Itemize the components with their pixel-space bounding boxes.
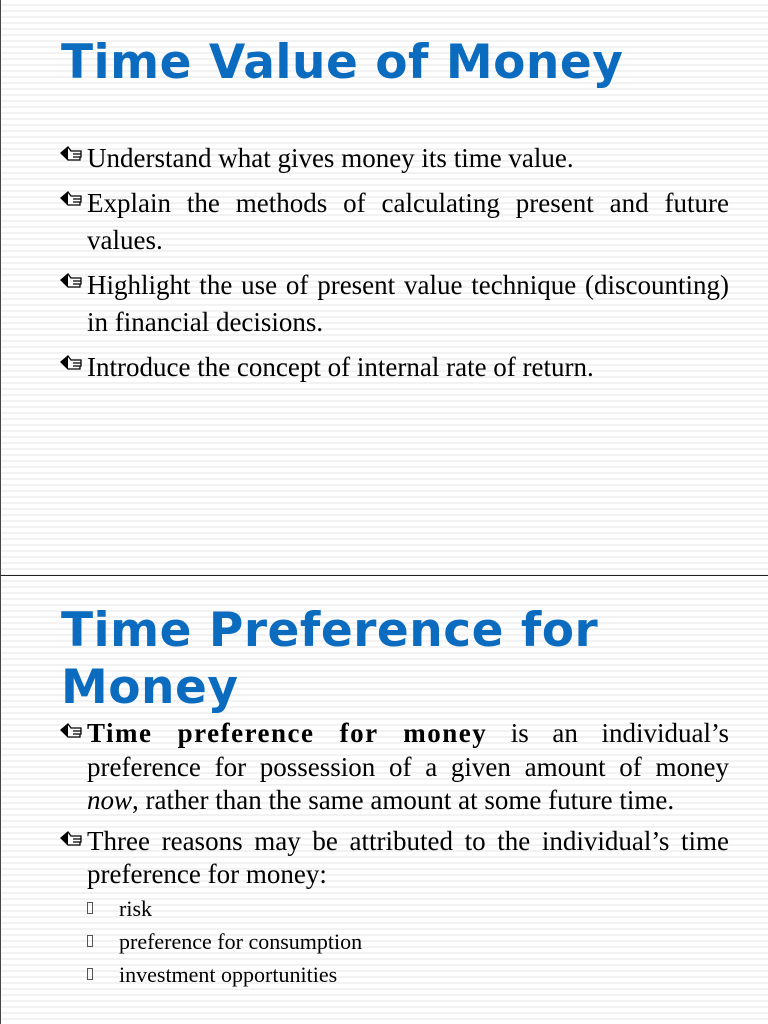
hollow-square-icon <box>87 935 93 947</box>
bullet-list <box>59 717 729 998</box>
bullet-item: Three reasons may be attributed to the individual’s time preference for money: risk preference for consumption investment opportunities <box>59 825 729 991</box>
emphasis-word: now <box>87 785 133 815</box>
pointing-hand-icon <box>59 717 85 747</box>
sub-bullet-item: risk <box>87 892 729 925</box>
slide-title: Time Value of Money <box>61 35 624 90</box>
pointing-hand-icon <box>59 825 85 855</box>
bullet-list <box>59 140 729 394</box>
sub-bullet-list <box>87 892 729 991</box>
hollow-square-icon <box>87 968 93 980</box>
bold-term: Time preference for money <box>87 718 488 748</box>
bullet-item: Explain the methods of calculating present and future values. <box>59 185 729 259</box>
sub-bullet-item: investment opportunities <box>87 958 729 991</box>
pointing-hand-icon <box>59 267 85 297</box>
hollow-square-icon <box>87 902 93 914</box>
sub-bullet-item: preference for consumption <box>87 925 729 958</box>
bullet-item: Understand what gives money its time value. <box>59 140 729 177</box>
bullet-item: Time preference for money is an individual’s preference for possession of a given amount of money now, rather than the same amount at some future time. <box>59 717 729 818</box>
pointing-hand-icon <box>59 349 85 379</box>
slide-time-preference <box>0 576 768 1024</box>
pointing-hand-icon <box>59 140 85 170</box>
bullet-item: Introduce the concept of internal rate of return. <box>59 349 729 386</box>
slide-title: Time Preference for Money <box>61 603 599 715</box>
pointing-hand-icon <box>59 185 85 215</box>
bullet-item: Highlight the use of present value technique (discounting) in financial decisions. <box>59 267 729 341</box>
